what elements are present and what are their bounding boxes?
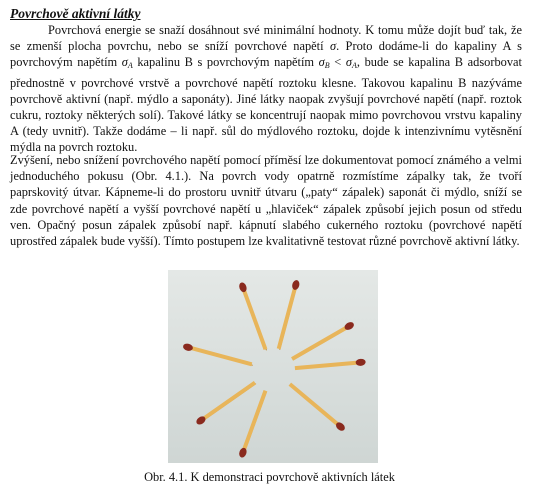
subscript-a: A	[127, 61, 133, 71]
subscript-a: A	[352, 61, 357, 71]
water-surface	[168, 270, 378, 463]
text-fragment: . Proto dodáme-li do kapaliny A s povrchovým napětím	[10, 39, 522, 70]
text-fragment: kapalinu B s povrchovým napětím	[132, 55, 319, 70]
sigma-symbol: σ	[121, 55, 128, 70]
sigma-symbol: σ	[318, 55, 325, 70]
text-fragment: Povrchová energie se snaží dosáhnout své minimální hodnoty. K tomu může dojít buď tak, že se zmenší plocha povrchu, nebo se sníží povrchové napětí	[10, 23, 522, 54]
paragraph-experiment: Zvýšení, nebo snížení povrchového napětí pomocí příměsí lze dokumentovat pomocí známého a velmi jednoduchého pokusu (Obr. 4.1.). Na povrch vody opatrně rozmístíme zápalky tak, že tvoří paprskovitý útvar. Kápneme-li do prostoru uvnitř útvaru („paty“ zápalek) saponát či mýdlo, sníží se zde povrchové napětí a vyšší povrchové napětí u „hlaviček“ zápalek způsobí jejich posun od středu ven. Opačný posun zápalek způsobí např. kápnutí slabého cukerného roztoku (povrchové napětí uprostřed zápalek bude vyšší). Tímto postupem lze kvalitativně testovat různé povrchově aktivní látky.	[10, 153, 522, 249]
paragraph-surface-energy	[10, 22, 522, 156]
less-than-sign: <	[329, 55, 346, 70]
section-heading: Povrchově aktivní látky	[10, 6, 141, 21]
text-fragment: , bude se kapalina B adsorbovat přednostně v povrchové vrstvě a povrchové napětí roztoku klesne. Takovou kapalinu B nazýváme povrchově aktivní (např. mýdlo a saponáty). Jiné látky naopak zvyšují povrchové napětí (např. roztok cukru, roztoky některých solí). Takové látky se koncentrují naopak mimo povrchovou vrstvu kapaliny A (tedy uvnitř). Takže dodáme – li např. sůl do mýdlového roztoku, dojde k intenzivnímu vytěsnění mýdla na povrch roztoku.	[10, 55, 522, 155]
matches-photo	[168, 270, 378, 463]
matches-figure	[168, 270, 378, 463]
subscript-b: B	[324, 61, 330, 71]
sigma-symbol: σ	[329, 39, 337, 54]
figure-caption: Obr. 4.1. K demonstraci povrchově aktivních látek	[144, 470, 395, 484]
sigma-symbol: σ	[345, 55, 352, 70]
